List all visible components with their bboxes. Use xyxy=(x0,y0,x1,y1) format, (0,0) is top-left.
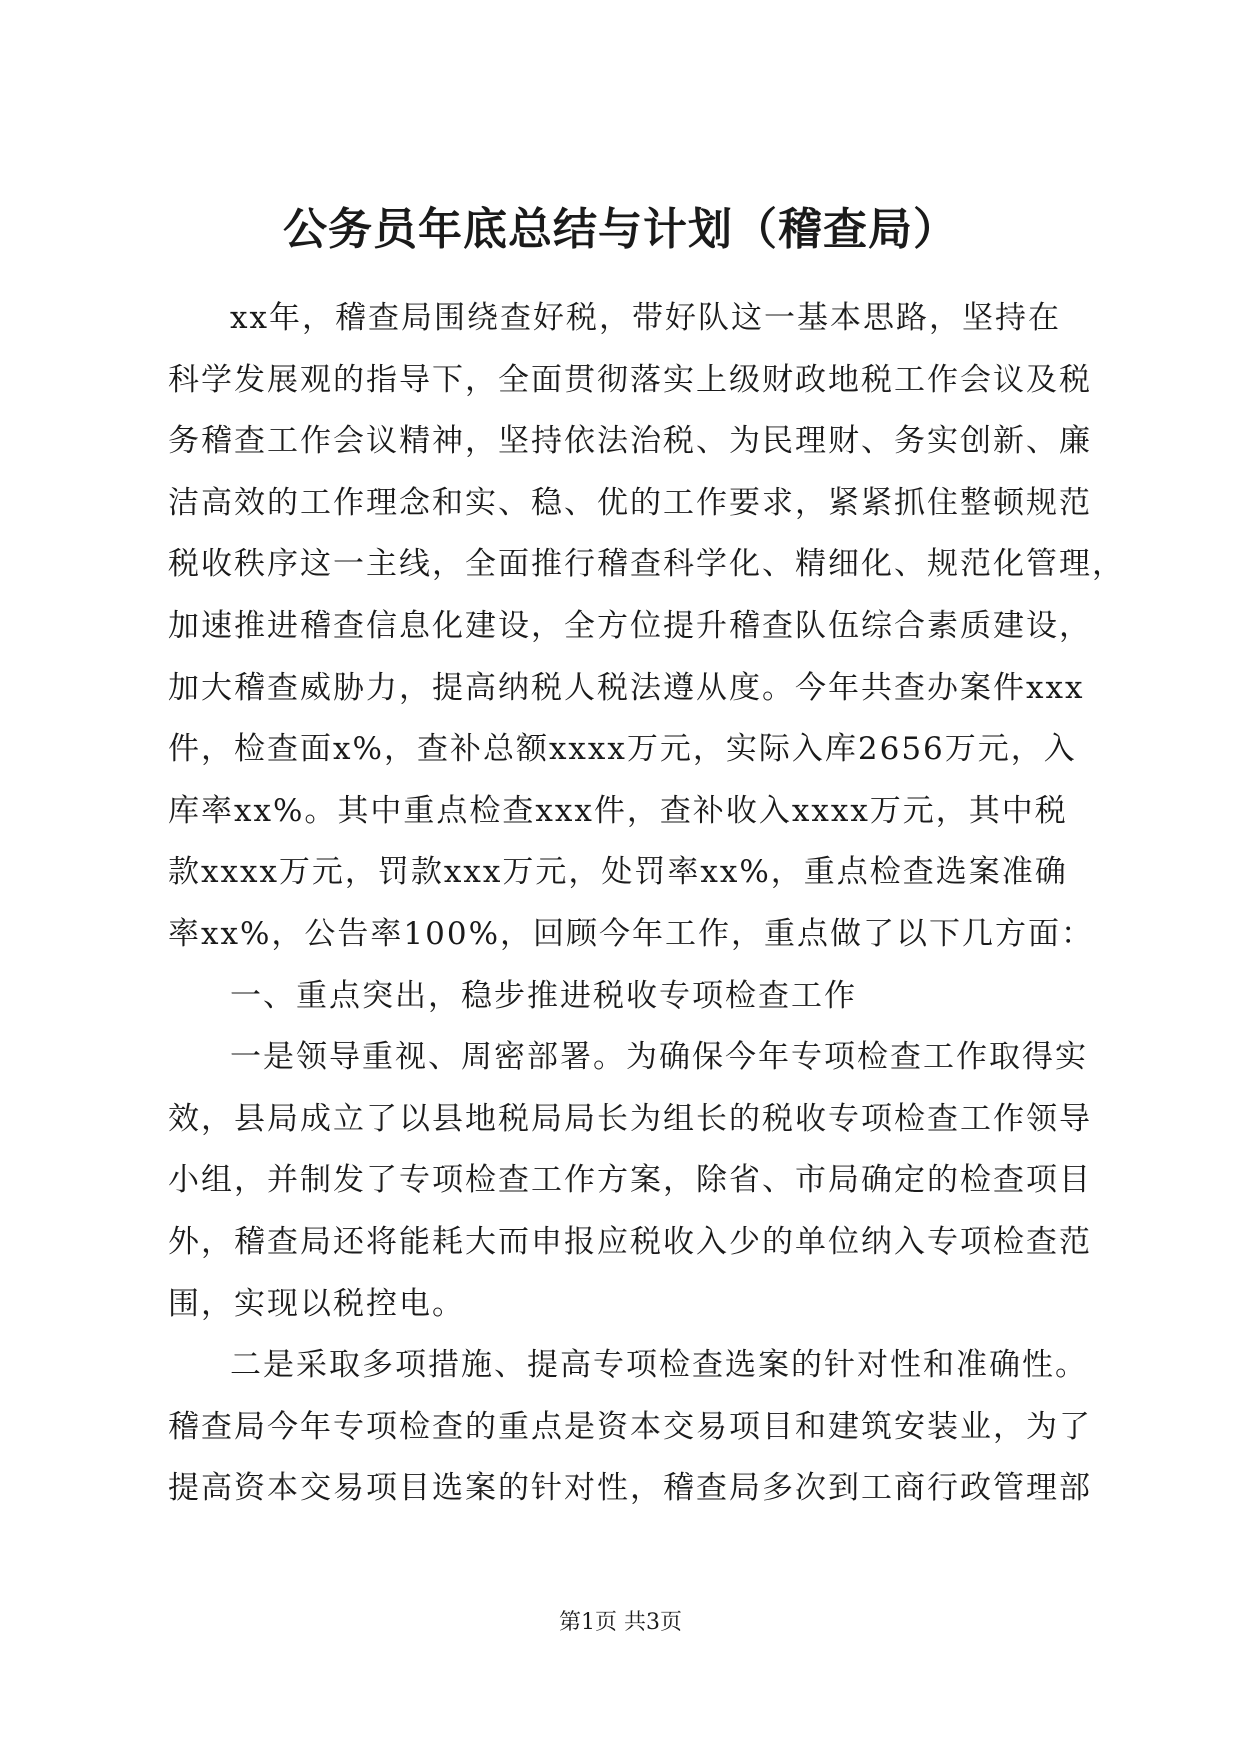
paragraph-line: 款xxxx万元，罚款xxx万元，处罚率xx%，重点检查选案准确 xyxy=(168,854,1068,891)
paragraph-line: 科学发展观的指导下，全面贯彻落实上级财政地税工作会议及税 xyxy=(168,361,1092,398)
paragraph-line: 提高资本交易项目选案的针对性，稽查局多次到工商行政管理部 xyxy=(168,1470,1092,1507)
document-title: 公务员年底总结与计划（稽查局） xyxy=(283,204,958,255)
paragraph-line: 稽查局今年专项检查的重点是资本交易项目和建筑安装业，为了 xyxy=(168,1408,1092,1445)
paragraph-line: 务稽查工作会议精神，坚持依法治税、为民理财、务实创新、廉 xyxy=(168,423,1092,460)
paragraph-line: 效，县局成立了以县地税局局长为组长的税收专项检查工作领导 xyxy=(168,1100,1092,1137)
paragraph-line: 一是领导重视、周密部署。为确保今年专项检查工作取得实 xyxy=(230,1039,1088,1076)
section-heading: 一、重点突出，稳步推进税收专项检查工作 xyxy=(230,977,857,1014)
paragraph-line: 件，检查面x%，查补总额xxxx万元，实际入库2656万元，入 xyxy=(168,731,1077,768)
paragraph-line: 洁高效的工作理念和实、稳、优的工作要求，紧紧抓住整顿规范 xyxy=(168,484,1092,521)
paragraph-line: 税收秩序这一主线，全面推行稽查科学化、精细化、规范化管理， xyxy=(168,546,1125,583)
paragraph-line: 二是采取多项措施、提高专项检查选案的针对性和准确性。 xyxy=(230,1347,1088,1384)
paragraph-line: 库率xx%。其中重点检查xxx件，查补收入xxxx万元，其中税 xyxy=(168,792,1068,829)
paragraph-line: 小组，并制发了专项检查工作方案，除省、市局确定的检查项目 xyxy=(168,1162,1092,1199)
paragraph-line: 围，实现以税控电。 xyxy=(168,1285,465,1322)
paragraph-line: 外，稽查局还将能耗大而申报应税收入少的单位纳入专项检查范 xyxy=(168,1223,1092,1260)
paragraph-line: 率xx%，公告率100%，回顾今年工作，重点做了以下几方面： xyxy=(168,915,1095,952)
paragraph-line: 加速推进稽查信息化建设，全方位提升稽查队伍综合素质建设， xyxy=(168,607,1092,644)
paragraph-line: 加大稽查威胁力，提高纳税人税法遵从度。今年共查办案件xxx xyxy=(168,669,1085,706)
document-body xyxy=(168,288,1125,1520)
paragraph-line: xx年，稽查局围绕查好税，带好队这一基本思路，坚持在 xyxy=(230,300,1061,336)
page-number: 第1页 共3页 xyxy=(559,1610,682,1635)
